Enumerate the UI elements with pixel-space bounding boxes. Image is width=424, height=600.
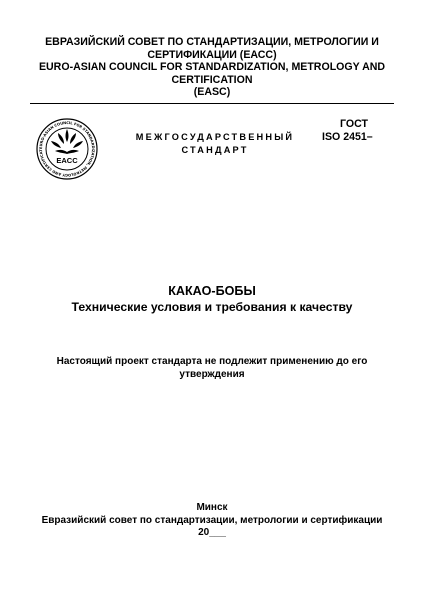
header-line-5: (EASC) xyxy=(193,86,231,99)
header-line-4: CERTIFICATION xyxy=(171,73,253,86)
svg-text:EURO-ASIAN COUNCIL FOR STANDAR xyxy=(36,118,95,177)
standard-type-line-1: МЕЖГОСУДАРСТВЕННЫЙ xyxy=(135,132,295,142)
header-line-1: ЕВРАЗИЙСКИЙ СОВЕТ ПО СТАНДАРТИЗАЦИИ, МЕТРОЛОГИИ И xyxy=(45,36,379,48)
standard-type-line-2: СТАНДАРТ xyxy=(181,144,249,155)
gost-designation xyxy=(322,118,402,143)
council-header xyxy=(30,36,394,104)
draft-notice xyxy=(30,356,394,381)
footer-year: 20___ xyxy=(198,527,226,538)
publication-footer xyxy=(0,502,424,540)
header-line-3: EURO-ASIAN COUNCIL FOR STANDARDIZATION, METROLOGY AND xyxy=(38,61,386,74)
logo-ring-text: EURO-ASIAN COUNCIL FOR STANDARDIZATION, METROLOGY AND CERTIFICAT xyxy=(38,120,96,178)
document-subtitle: Технические условия и требования к качеству xyxy=(71,300,353,314)
logo-text: EACC xyxy=(56,156,78,165)
draft-notice-line-1: Настоящий проект стандарта не подлежит применению до его xyxy=(56,356,368,367)
footer-publisher: Евразийский совет по стандартизации, метрологии и сертификации xyxy=(41,514,383,526)
gost-label: ГОСТ xyxy=(340,118,368,130)
gost-number: ISO 2451– xyxy=(322,130,373,143)
draft-notice-line-2: утверждения xyxy=(179,368,245,380)
easc-logo-icon xyxy=(36,118,98,180)
standard-type xyxy=(112,131,318,156)
header-line-2: СЕРТИФИКАЦИИ (ЕАСС) xyxy=(147,48,277,61)
footer-city: Минск xyxy=(196,502,228,513)
document-title: КАКАО-БОБЫ xyxy=(168,284,256,298)
